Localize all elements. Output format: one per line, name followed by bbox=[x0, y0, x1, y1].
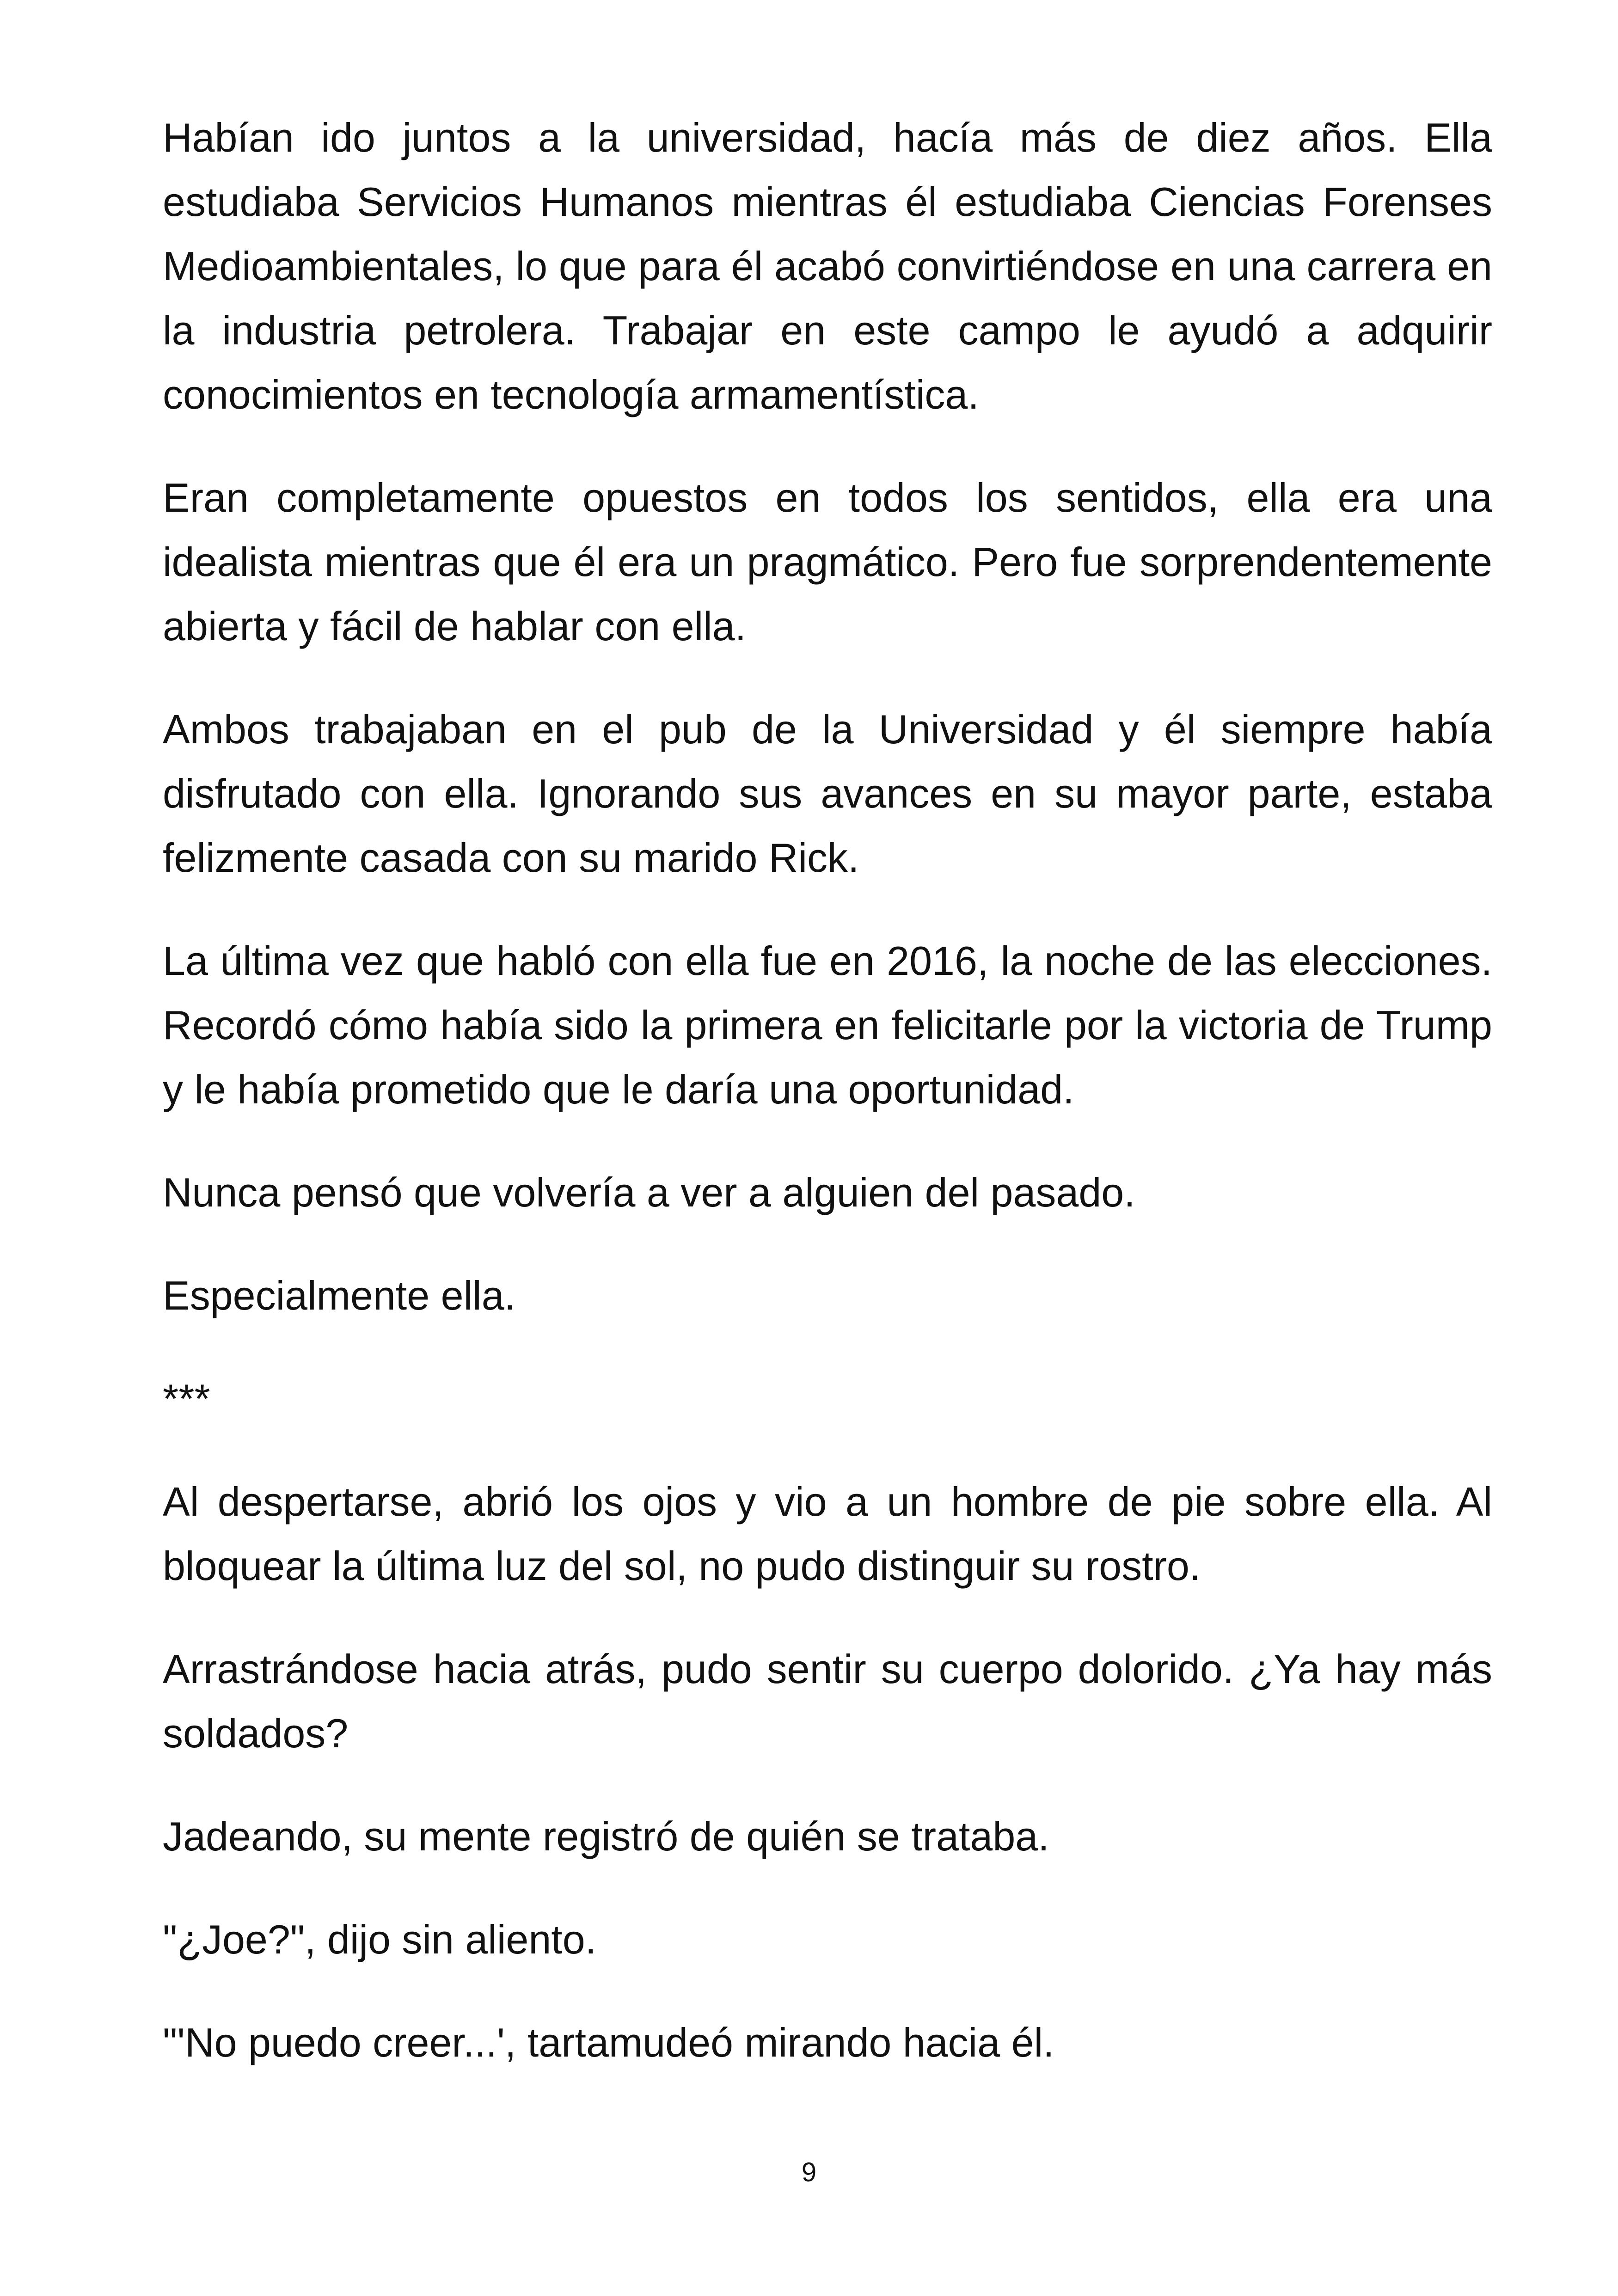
page-number: 9 bbox=[801, 2157, 817, 2187]
dialogue-paragraph: "¿Joe?", dijo sin aliento. bbox=[163, 1916, 597, 1962]
paragraph: Ambos trabajaban en el pub de la Universidad y él siempre había disfrutado con ella. Ignorando sus avances en su mayor parte, estaba felizmente casada con su marido Rick. bbox=[163, 706, 1492, 881]
paragraph: Eran completamente opuestos en todos los sentidos, ella era una idealista mientras que él era un pragmático. Pero fue sorprendentemente abierta y fácil de hablar con ella. bbox=[163, 475, 1492, 649]
dialogue-paragraph: "'No puedo creer...', tartamudeó mirando hacia él. bbox=[163, 2020, 1054, 2065]
paragraph: La última vez que habló con ella fue en 2016, la noche de las elecciones. Recordó cómo había sido la primera en felicitarle por la victoria de Trump y le había prometido que le daría una oportunidad. bbox=[163, 938, 1492, 1112]
paragraph: Nunca pensó que volvería a ver a alguien del pasado. bbox=[163, 1169, 1135, 1215]
paragraph: Habían ido juntos a la universidad, hacía más de diez años. Ella estudiaba Servicios Humanos mientras él estudiaba Ciencias Forenses Medioambientales, lo que para él acabó convirtiéndose en una carrera en la industria petrolera. Trabajar en este campo le ayudó a adquirir conocimientos en tecnología armamentística. bbox=[163, 115, 1492, 417]
paragraph: Al despertarse, abrió los ojos y vio a un hombre de pie sobre ella. Al bloquear la última luz del sol, no pudo distinguir su rostro. bbox=[163, 1479, 1492, 1589]
paragraph: Especialmente ella. bbox=[163, 1273, 516, 1318]
scene-break: *** bbox=[163, 1376, 210, 1421]
paragraph: Jadeando, su mente registró de quién se trataba. bbox=[163, 1813, 1049, 1859]
body-text bbox=[163, 105, 1492, 2113]
paragraph: Arrastrándose hacia atrás, pudo sentir su cuerpo dolorido. ¿Ya hay más soldados? bbox=[163, 1646, 1492, 1756]
